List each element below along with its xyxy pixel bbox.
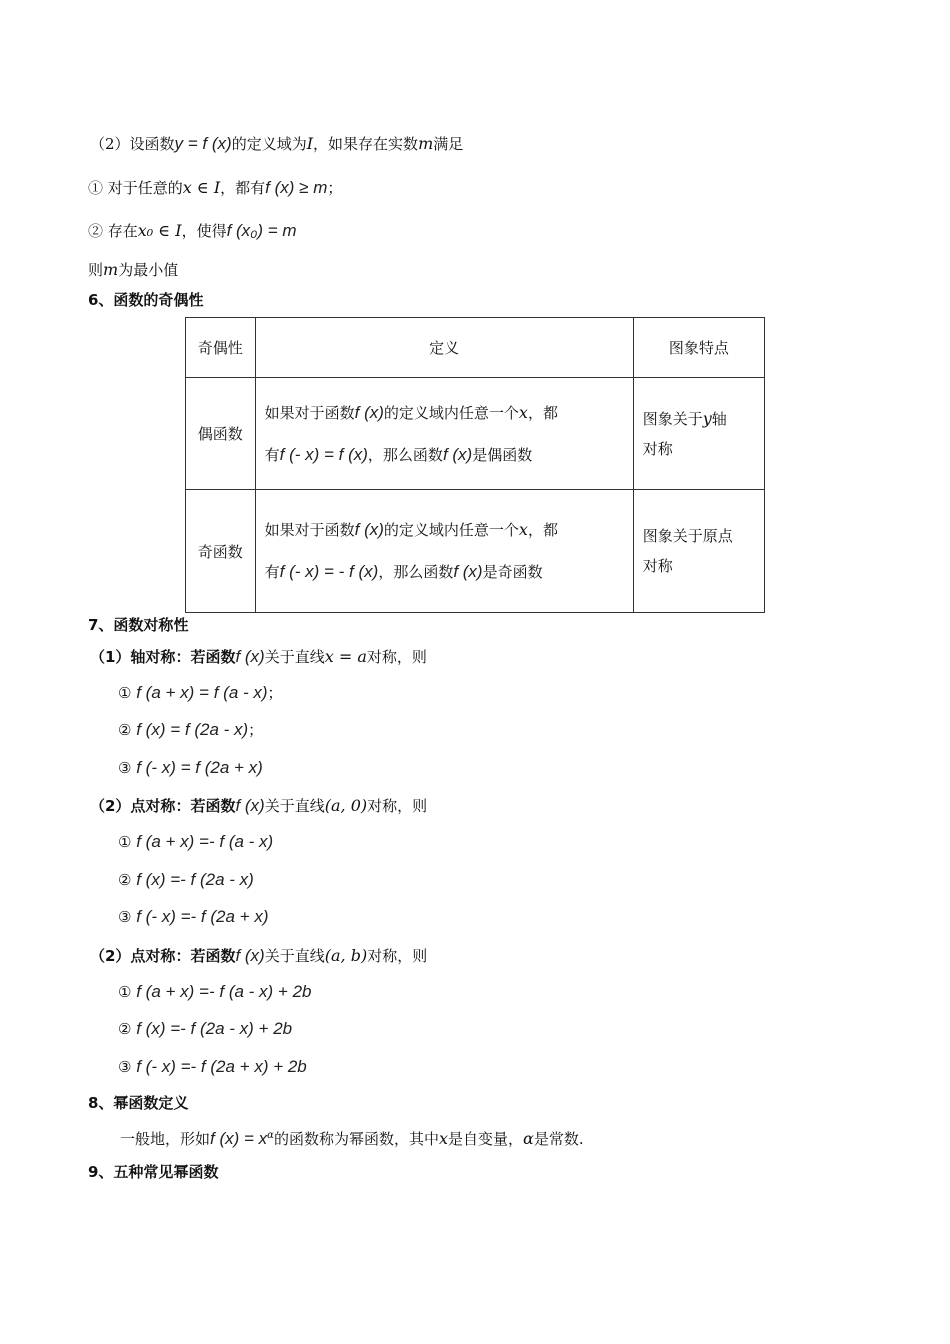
even-function-definition: 如果对于函数f (x)的定义域内任意一个x，都 有f (- x) = f (x)，那么函数f (x)是偶函数 xyxy=(255,378,633,490)
even-function-name: 偶函数 xyxy=(186,378,256,490)
general-point-formula-2: ② f (x) =- f (2a - x) + 2b xyxy=(118,1019,293,1038)
odd-function-graph-feature: 图象关于原点 对称 xyxy=(633,490,764,613)
table-row-even xyxy=(186,378,765,490)
even-function-graph-feature: 图象关于y轴 对称 xyxy=(633,378,764,490)
min-condition-1: ① 对于任意的x ∈ I，都有f (x) ≥ m； xyxy=(88,178,343,197)
point-formula-2: ② f (x) =- f (2a - x) xyxy=(118,870,254,889)
header-parity: 奇偶性 xyxy=(186,318,256,378)
axis-formula-1: ① f (a + x) = f (a - x)； xyxy=(118,683,283,702)
odd-function-name: 奇函数 xyxy=(186,490,256,613)
odd-function-definition: 如果对于函数f (x)的定义域内任意一个x，都 有f (- x) = - f (x)，那么函数f (x)是奇函数 xyxy=(255,490,633,613)
general-point-formula-1: ① f (a + x) =- f (a - x) + 2b xyxy=(118,982,312,1001)
header-definition: 定义 xyxy=(255,318,633,378)
point-formula-1: ① f (a + x) =- f (a - x) xyxy=(118,832,274,851)
general-point-formula-3: ③ f (- x) =- f (2a + x) + 2b xyxy=(118,1057,307,1076)
parity-table xyxy=(185,317,765,613)
min-condition-2: ② 存在x₀ ∈ I，使得f (x₀) = m xyxy=(88,221,297,240)
table-row-odd xyxy=(186,490,765,613)
header-graph-feature: 图象特点 xyxy=(633,318,764,378)
min-intro-line: （2）设函数y = f (x)的定义域为I，如果存在实数m满足 xyxy=(90,134,464,153)
axis-formula-3: ③ f (- x) = f (2a + x) xyxy=(118,758,263,777)
section-8-heading: 8、幂函数定义 xyxy=(88,1094,189,1112)
point-symmetry-origin-label: （2）点对称：若函数f (x)关于直线(a, 0)对称，则 xyxy=(90,796,428,815)
axis-formula-2: ② f (x) = f (2a - x)； xyxy=(118,720,264,739)
axis-symmetry-label: （1）轴对称：若函数f (x)关于直线x = a对称，则 xyxy=(90,647,427,666)
section-6-heading: 6、函数的奇偶性 xyxy=(88,291,204,309)
section-7-heading: 7、函数对称性 xyxy=(88,616,189,634)
power-function-definition: 一般地，形如f $(x) = x^\alpha$的函数称为幂函数，其中x是自变量，α是常数. xyxy=(120,1129,584,1148)
min-conclusion: 则m为最小值 xyxy=(88,260,179,279)
section-9-heading: 9、五种常见幂函数 xyxy=(88,1163,219,1181)
table-header-row xyxy=(186,318,765,378)
point-symmetry-general-label: （2）点对称：若函数f (x)关于直线(a, b)对称，则 xyxy=(90,946,428,965)
point-formula-3: ③ f (- x) =- f (2a + x) xyxy=(118,907,269,926)
